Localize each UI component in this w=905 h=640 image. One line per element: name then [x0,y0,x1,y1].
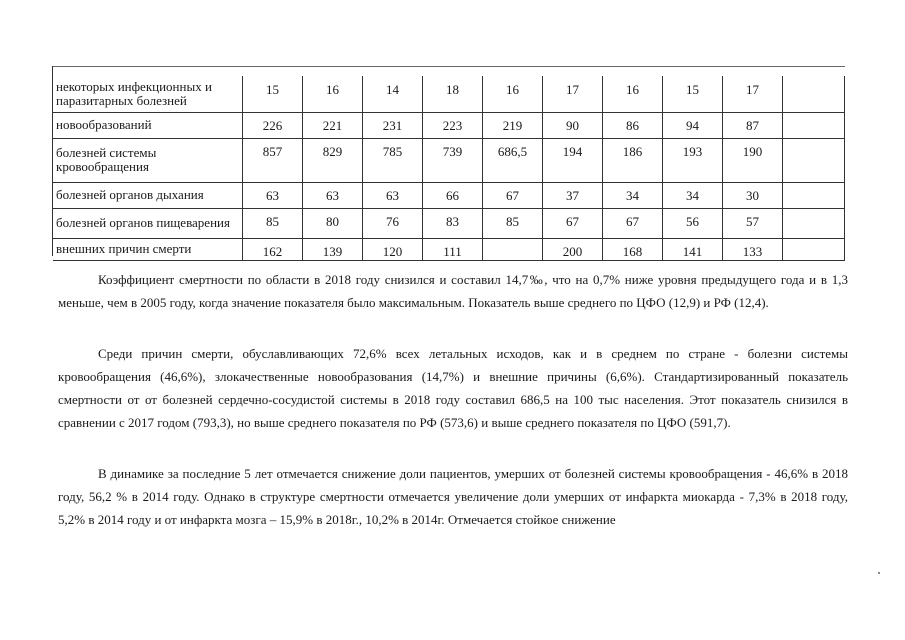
table-cell: 63 [303,182,363,208]
table-cell: 67 [483,182,543,208]
table-cell: 63 [243,182,303,208]
table-cell: 168 [603,238,663,260]
row-label: внешних причин смерти [53,238,243,260]
paragraph-dynamics: В динамике за последние 5 лет отмечается снижение доли пациентов, умерших от болезней системы кровообращения - 46,6% в 2018 году, 56,2 % в 2014 году. Однако в структуре смертности отмечается увеличение доли умерших от инфаркта миокарда - 7,3% в 2018 году, 5,2% в 2014 году и от инфаркта мозга – 15,9% в 2018г., 10,2% в 2014г. Отмечается стойкое снижение [58,466,848,527]
empty-cell [783,238,845,260]
table-cell: 133 [723,238,783,260]
paragraph-mortality-rate: Коэффициент смертности по области в 2018 году снизился и составил 14,7‰, что на 0,7% ниже уровня предыдущего года и в 1,3 меньше, чем в 2005 году, когда значение показателя было максимальным. Показатель выше среднего по ЦФО (12,9) и РФ (12,4). [58,272,848,310]
table-cell: 63 [363,182,423,208]
table-cell: 200 [543,238,603,260]
table-top-border [53,66,845,67]
row-label: некоторых инфекционных и паразитарных болезней [53,76,243,112]
empty-cell [783,138,845,182]
table-cell: 857 [243,138,303,182]
table-cell: 15 [663,76,723,112]
table-cell: 120 [363,238,423,260]
table-cell: 66 [423,182,483,208]
table-cell: 57 [723,208,783,238]
table-cell [483,238,543,260]
empty-cell [783,182,845,208]
table-cell: 37 [543,182,603,208]
table-cell: 17 [723,76,783,112]
table-row [53,112,845,139]
table-cell: 18 [423,76,483,112]
table-cell: 67 [543,208,603,238]
table-cell: 739 [423,138,483,182]
table-cell: 194 [543,138,603,182]
table-cell: 85 [483,208,543,238]
table-cell: 67 [603,208,663,238]
table-row [53,208,845,239]
table-cell: 16 [303,76,363,112]
empty-cell [783,76,845,112]
table-cell: 90 [543,112,603,138]
table-row [53,138,845,183]
row-label: новообразований [53,112,243,138]
table-row [53,238,845,261]
table-cell: 87 [723,112,783,138]
table-cell: 56 [663,208,723,238]
scan-speck [878,572,880,574]
table-cell: 14 [363,76,423,112]
table-cell: 190 [723,138,783,182]
table-cell: 231 [363,112,423,138]
table-cell: 223 [423,112,483,138]
empty-cell [783,208,845,238]
table-cell: 34 [603,182,663,208]
table-cell: 186 [603,138,663,182]
table-cell: 193 [663,138,723,182]
table-cell: 141 [663,238,723,260]
table-cell: 16 [483,76,543,112]
table-cell: 86 [603,112,663,138]
table-cell: 15 [243,76,303,112]
table-row [53,76,845,113]
table-cell: 17 [543,76,603,112]
table-cell: 85 [243,208,303,238]
table-cell: 111 [423,238,483,260]
paragraph-causes-of-death: Среди причин смерти, обуславливающих 72,6% всех летальных исходов, как и в среднем по стране - болезни системы кровообращения (46,6%), злокачественные новообразования (14,7%) и внешние причины (6,6%). Стандартизированный показатель смертности от от болезней сердечно-сосудистой системы в 2018 году составил 686,5 на 100 тыс населения. Этот показатель снизился в сравнении с 2017 годом (793,3), но выше среднего показателя по РФ (573,6) и выше среднего показателя по ЦФО (591,7). [58,346,848,430]
table-cell: 83 [423,208,483,238]
table-cell: 226 [243,112,303,138]
row-label: болезней органов дыхания [53,182,243,208]
row-label: болезней системы кровообращения [53,138,243,182]
row-label: болезней органов пищеварения [53,208,243,238]
table-cell: 785 [363,138,423,182]
table-cell: 162 [243,238,303,260]
table-cell: 221 [303,112,363,138]
table-cell: 829 [303,138,363,182]
empty-cell [783,112,845,138]
table-cell: 686,5 [483,138,543,182]
table-row [53,182,845,209]
mortality-table [52,66,845,259]
table-cell: 219 [483,112,543,138]
table-cell: 76 [363,208,423,238]
table-cell: 94 [663,112,723,138]
table-cell: 16 [603,76,663,112]
table-cell: 34 [663,182,723,208]
table-cell: 139 [303,238,363,260]
table-cell: 80 [303,208,363,238]
table-cell: 30 [723,182,783,208]
